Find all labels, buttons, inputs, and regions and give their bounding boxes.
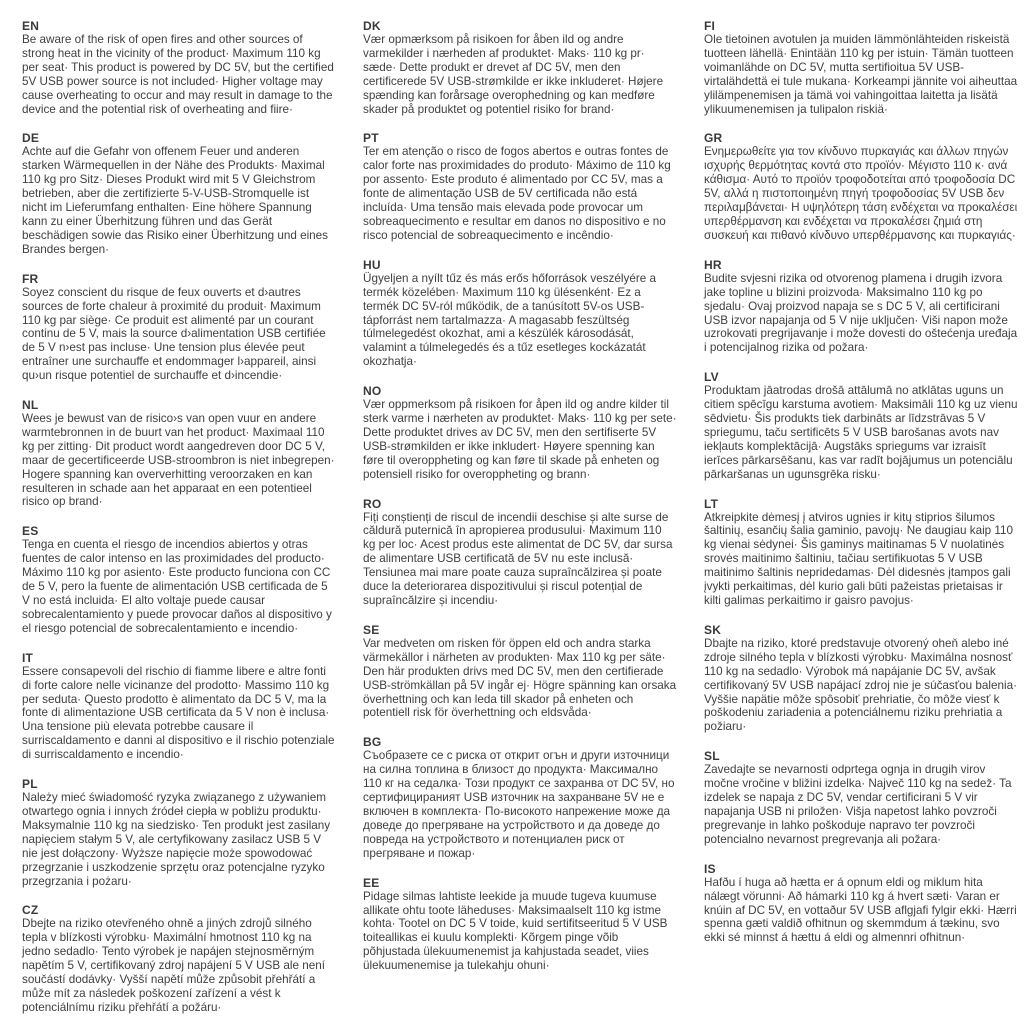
language-section-en: [22, 19, 336, 116]
language-code-label: GR: [704, 131, 723, 146]
language-section-hr: [704, 258, 1018, 355]
warning-text: Ενημερωθείτε για τον κίνδυνο πυρκαγιάς και άλλων πηγών ισχυρής θερμότητας κοντά στο προϊόν· Μέγιστο 110 κ· ανά κάθισμα· Αυτό το προϊόν τροφοδοτείται από τροφοδοσία DC 5V, αλλά η πιστοποιημένη πηγή τροφοδοσίας 5V USB δεν περιλαμβάνεται· Η υψηλότερη τάση ενδέχεται να προκαλέσει υπερθέρμανση και ενδέχεται να προκαλέσει ζημιά στη συσκευή και πιθανό κίνδυνο υπερθέρμανσης και πυρκαγιάς·: [704, 145, 1018, 242]
language-code-label: EE: [363, 875, 380, 890]
language-code-label: EN: [22, 19, 40, 33]
language-code-label: PT: [363, 131, 379, 146]
language-section-pt: [363, 131, 677, 242]
warning-text: Var medveten om risken för öppen eld och andra starka värmekällor i närheten av produkten· Max 110 kg per säte· Den här produkten drivs med DC 5V, men den certifierade USB-strömkällan på 5V ingår ej· Högre spänning kan orsaka överhettning och kan leda till skador på enheten och potentiell risk för överhettning och eldsvåda·: [363, 636, 677, 720]
column-3: [704, 19, 1018, 1030]
language-section-sk: [704, 623, 1018, 734]
language-section-lt: [704, 497, 1018, 608]
language-code-label: PL: [22, 777, 38, 792]
language-section-no: [363, 384, 677, 481]
language-section-lv: [704, 370, 1018, 481]
warning-text: Vær oppmerksom på risikoen for åpen ild og andre kilder til sterk varme i nærheten av produktet· Maks· 110 kg per sete· Dette produktet drives av DC 5V, men den sertifiserte 5V USB-strømkilden er ikke inkludert· Høyere spenning kan føre til overoppheting og kan føre til skade på enheten og potensiell risiko for overoppheting og brann·: [363, 398, 677, 481]
warning-text: Dbajte na riziko, ktoré predstavuje otvorený oheň alebo iné zdroje silného tepla v blízkosti výrobku· Maximálna nosnosť 110 kg na sedadlo· Výrobok má napájanie DC 5V, avšak certifikovaný 5V USB napájací zdroj nie je súčasťou balenia· Vyššie napätie môže spôsobiť prehriatie, čo môže viesť k poškodeniu zariadenia a potenciálnemu riziku prehriatia a požiaru·: [704, 636, 1017, 734]
column-1: [22, 19, 336, 1030]
warning-text: Be aware of the risk of open fires and other sources of strong heat in the vicinity of the product· Maximum 110 kg per seat· This product is powered by DC 5V, but the certified 5V USB power source is not included· Higher voltage may cause overheating to occur and may result in damage to the device and the potential risk of overheating and fiire·: [22, 33, 334, 116]
warning-text: Pidage silmas lahtiste leekide ja muude tugeva kuumuse allikate ohtu toote läheduses· Maksimaalselt 110 kg istme kohta· Tootel on DC 5 V toide, kuid sertifitseeritud 5 V USB toiteallikas ei kuulu komplekti· Kõrgem pinge võib põhjustada ülekuumenemist ja kahjustada seadet, viies ülekuumenemise ja tulekahju ohuni·: [363, 889, 668, 973]
language-code-label: FI: [704, 19, 716, 33]
language-code-label: ES: [22, 524, 39, 539]
language-section-fr: [22, 272, 336, 383]
warning-text: Ter em atenção o risco de fogos abertos e outras fontes de calor forte nas proximidades do produto· Máximo de 110 kg por assento· Este produto é alimentado por CC 5V, mas a fonte de alimentação USB de 5V certificada não está incluída· Uma tensão mais elevada pode provocar um sobreaquecimento e resultar em danos no dispositivo e no risco potencial de sobreaquecimento e incêndio·: [363, 145, 671, 242]
language-code-label: NL: [22, 398, 39, 413]
warning-text: Hafðu í huga að hætta er á opnum eldi og miklum hita nálægt vörunni· Að hámarki 110 kg á hvert sæti· Varan er knúin af DC 5V, en vottaður 5V USB aflgjafi fylgir ekki· Hærri spenna gæti valdið ofhitnun og skemmdum á tækinu, svo ekki sé minnst á hættu á eldi og almennri ofhitnun·: [704, 875, 1017, 945]
language-code-label: HR: [704, 257, 722, 272]
language-section-pl: [22, 777, 336, 888]
warning-text: Zavedajte se nevarnosti odprtega ognja in drugih virov močne vročine v bližini izdelka· Največ 110 kg na sedež· Ta izdelek se napaja z DC 5V, vendar certificirani 5 V vir napajanja USB ni priložen· Višja napetost lahko povzroči pregrevanje in lahko poškoduje napravo ter povzroči potencialno nevarnost pregrevanja ali požara·: [704, 763, 1012, 846]
warning-text: Съобразете се с риска от открит огън и други източници на силна топлина в близост до продукта· Максимално 110 кг на седалка· Този продукт се захранва от DC 5V, но сертифицираният USB източник на захранване 5V не е включен в комплекта· По-високото напрежение може да доведе до прегряване на устройството и да доведе до повреда на устройството и потенциален риск от прегряване и пожар·: [363, 749, 675, 860]
warning-text: Ole tietoinen avotulen ja muiden lämmönlähteiden riskeistä tuotteen lähellä· Enintään 110 kg per istuin· Tämän tuotteen voimanlähde on DC 5V, mutta sertifioitua 5V USB-virtalähdettä ei tule mukana· Korkeampi jännite voi aiheuttaa ylilämpenemisen ja tämä voi vahingoittaa laitetta ja lisätä ylikuumenemisen ja tulipalon riskiä·: [704, 33, 1018, 116]
language-code-label: SK: [704, 622, 722, 637]
language-code-label: RO: [363, 496, 382, 511]
language-section-nl: [22, 398, 336, 509]
language-section-de: [22, 131, 336, 256]
warning-text: Wees je bewust van de risico›s van open vuur en andere warmtebronnen in de buurt van het product· Maximaal 110 kg per zitting· Dit product wordt aangedreven door DC 5 V, maar de gecertificeerde USB-stroombron is niet inbegrepen· Hogere spanning kan oververhitting veroorzaken en kan resulteren in schade aan het apparaat en een potentieel risico op brand·: [22, 412, 335, 509]
language-section-bg: [363, 735, 677, 860]
language-code-label: IS: [704, 861, 716, 876]
language-section-hu: [363, 258, 677, 369]
language-code-label: SL: [704, 749, 720, 764]
language-code-label: IT: [22, 650, 34, 665]
column-2: [363, 19, 677, 1030]
warning-text: Soyez conscient du risque de feux ouverts et d›autres sources de forte chaleur à proximité du produit· Maximum 110 kg par siège· Ce produit est alimenté par un courant continu de 5 V, mais la source d›alimentation USB certifiée de 5 V n›est pas incluse· Une tension plus élevée peut entraîner une surchauffe et endommager l›appareil, ainsi qu›un risque potentiel de surchauffe et d›incendie·: [22, 285, 326, 383]
language-section-is: [704, 862, 1018, 946]
language-section-fi: [704, 19, 1018, 116]
language-section-es: [22, 524, 336, 635]
language-code-label: NO: [363, 384, 382, 399]
warning-text: Ügyeljen a nyílt tűz és más erős hőforrások veszélyére a termék közelében· Maximum 110 kg ülésenként· Ez a termék DC 5V-ról működik, de a tanúsított 5V-os USB-tápforrást nem tartalmazza· A magasabb feszültség túlmelegedést okozhat, ami a készülék károsodását, valamint a túlmelegedés és a tűz esetleges kockázatát okozhatja·: [363, 271, 656, 369]
warning-text: Vær opmærksom på risikoen for åben ild og andre varmekilder i nærheden af produktet· Maks· 110 kg pr· sæde· Dette produkt er drevet af DC 5V, men den certificerede 5V USB-strømkilde er ikke inkluderet· Højere spænding kan forårsage overophedning og kan medføre skader på produktet og potentiel risiko for brand·: [363, 33, 664, 116]
warning-text: Dbejte na riziko otevřeného ohně a jiných zdrojů silného tepla v blízkosti výrobku· Maximální hmotnost 110 kg na jedno sedadlo· Tento výrobek je napájen stejnosměrným napětím 5 V, certifikovaný zdroj napájení 5 V USB ale není součástí dodávky· Vyšší napětí může způsobit přehřátí a může mít za následek poškození zařízení a vést k potenciálnímu riziku přehřátí a požáru·: [22, 917, 325, 1014]
language-code-label: DE: [22, 131, 40, 146]
warning-text: Fiți conștienți de riscul de incendii deschise și alte surse de căldură puternică în apropierea produsului· Maximum 110 kg per loc· Acest produs este alimentat de DC 5V, dar sursa de alimentare USB certificată de 5V nu este inclusă· Tensiunea mai mare poate cauza supraîncălzirea și poate duce la deteriorarea dispozitivului și riscul potențial de supraîncălzire și incendiu·: [363, 510, 673, 607]
language-section-cz: [22, 903, 336, 1014]
language-section-it: [22, 651, 336, 762]
warning-text: Atkreipkite dėmesį į atviros ugnies ir kitų stiprios šilumos šaltinių, esančių šalia gaminio, pavojų· Ne daugiau kaip 110 kg vienai sėdynei· Šis gaminys maitinamas 5 V nuolatinės srovės maitinimo šaltiniu, tačiau sertifikuotas 5 V USB maitinimo šaltinis nepridedamas· Dėl didesnės įtampos gali įvykti perkaitimas, dėl kurio gali būti pažeistas prietaisas ir kilti galimas perkaitimo ir gaisro pavojus·: [704, 510, 1014, 607]
language-section-ro: [363, 497, 677, 608]
language-code-label: LV: [704, 370, 719, 385]
warning-text: Produktam jāatrodas drošā attālumā no atklātas uguns un citiem spēcīgu karstuma avotiem· Maksimāli 110 kg uz vienu sēdvietu· Šis produkts tiek darbināts ar līdzstrāvas 5 V spriegumu, taču sertificēts 5 V USB barošanas avots nav iekļauts komplektācijā· Augstāks spriegums var izraisīt ierīces pārkarsēšanu, kas var radīt bojājumus un potenciālu pārkaršanas un ugunsgrēka risku·: [704, 384, 1018, 481]
language-section-se: [363, 623, 677, 720]
language-code-label: FR: [22, 271, 39, 286]
language-section-gr: [704, 131, 1018, 242]
warning-text: Tenga en cuenta el riesgo de incendios abiertos y otras fuentes de calor intenso en las proximidades del producto· Máximo 110 kg por asiento· Este producto funciona con CC de 5 V, pero la fuente de alimentación USB certificada de 5 V no está incluida· El alto voltaje puede causar sobrecalentamiento y puede provocar daños al dispositivo y el riesgo potencial de sobrecalentamiento e incendio·: [22, 538, 332, 635]
language-section-sl: [704, 749, 1018, 846]
language-section-ee: [363, 876, 677, 973]
language-section-dk: [363, 19, 677, 116]
language-code-label: SE: [363, 622, 380, 637]
language-code-label: BG: [363, 735, 382, 750]
warning-text: Essere consapevoli del rischio di fiamme libere e altre fonti di forte calore nelle vicinanze del prodotto· Massimo 110 kg per seduta· Questo prodotto è alimentato da DC 5 V, ma la fonte di alimentazione USB certificata da 5 V non è inclusa· Una tensione più elevata potrebbe causare il surriscaldamento e danni al dispositivo e il rischio potenziale di surriscaldamento e incendio·: [22, 664, 335, 762]
language-code-label: DK: [363, 19, 381, 33]
language-code-label: HU: [363, 257, 381, 272]
warning-text: Achte auf die Gefahr von offenem Feuer und anderen starken Wärmequellen in der Nähe des Produkts· Maximal 110 kg pro Sitz· Dieses Produkt wird mit 5 V Gleichstrom betrieben, aber die zertifizierte 5-V-USB-Stromquelle ist nicht im Lieferumfang enthalten· Eine höhere Spannung kann zu einer Überhitzung führen und das Gerät beschädigen sowie das Risiko einer Überhitzung und eines Brandes bergen·: [22, 145, 329, 256]
warning-text: Należy mieć świadomość ryzyka związanego z używaniem otwartego ognia i innych źródeł ciepła w pobliżu produktu· Maksymalnie 110 kg na siedzisko· Ten produkt jest zasilany napięciem stałym 5 V, ale certyfikowany zasilacz USB 5 V nie jest dołączony· Wyższe napięcie może spowodować przegrzanie i uszkodzenie sprzętu oraz potencjalne ryzyko przegrzania i pożaru·: [22, 791, 331, 888]
language-code-label: LT: [704, 496, 719, 511]
warning-text: Budite svjesni rizika od otvorenog plamena i drugih izvora jake topline u blizini proizvoda· Maksimalno 110 kg po sjedalu· Ovaj proizvod napaja se s DC 5 V, ali certificirani USB izvor napajanja od 5 V nije uključen· Viši napon može uzrokovati pregrijavanje i može dovesti do oštećenja uređaja i potencijalnog rizika od požara·: [704, 271, 1018, 355]
language-code-label: CZ: [22, 903, 39, 918]
